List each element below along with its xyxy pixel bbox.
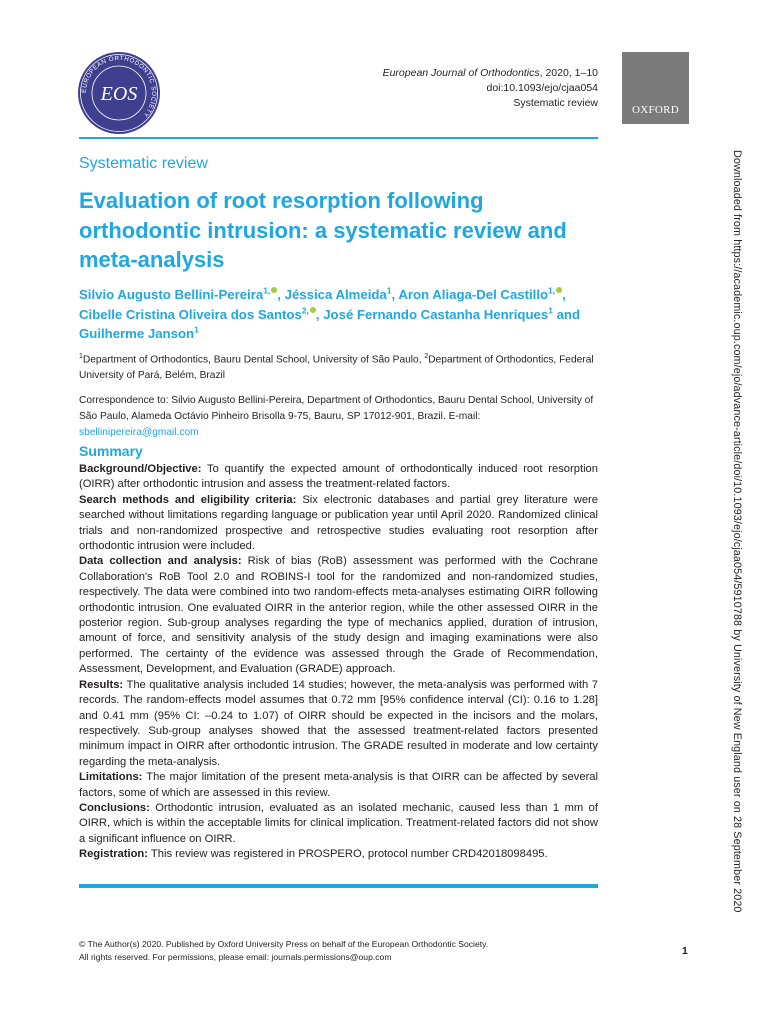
author (323, 307, 553, 322)
author-name: Guilherme Janson (79, 326, 195, 341)
author-list (79, 285, 609, 344)
abstract-section (79, 554, 598, 677)
author-affiliation-mark: 1 (194, 324, 199, 335)
author-separator: , (315, 306, 324, 322)
article-category: Systematic review (513, 97, 598, 109)
abstract-section (79, 801, 598, 847)
publisher-name: OXFORD (631, 104, 680, 116)
author-name: Jéssica Almeida (284, 287, 387, 302)
abstract-section-label: Conclusions: (79, 801, 150, 814)
author-name: Silvio Augusto Bellini-Pereira (79, 287, 264, 302)
correspondence-email-link[interactable]: sbellinipereira@gmail.com (79, 427, 199, 438)
copyright-line: © The Author(s) 2020. Published by Oxford University Press on behalf of the European Orthodontic Society. (79, 939, 489, 949)
correspondence: Correspondence to: Silvio Augusto Bellini-Pereira, Department of Orthodontics, Bauru Dental School, University of São Paulo, Alameda Octávio Pinheiro Brisolla 9-75, Bauru, SP 17012-901, Brazil. E-mail: sbellinipereira@gmail.com (79, 395, 594, 438)
abstract-section-label: Search methods and eligibility criteria: (79, 493, 297, 506)
abstract-divider (79, 884, 598, 888)
abstract-section-label: Background/Objective: (79, 463, 202, 475)
journal-name: European Journal of Orthodontics (382, 67, 540, 79)
author (79, 326, 199, 341)
author-separator: and (552, 306, 581, 322)
abstract-section-text: Six electronic databases and partial grey literature were searched without limitations regarding language or publication year until April 2020. Randomized clinical trials and non-randomized prospective and retrospective studies evaluating root resorption after orthodontic intrusion were included. (79, 493, 598, 553)
author-name: Aron Aliaga-Del Castillo (398, 287, 549, 302)
journal-citation (383, 66, 598, 81)
abstract-section (79, 770, 598, 801)
author-separator: , (391, 287, 399, 302)
abstract-section-label: Limitations: (79, 771, 143, 784)
copyright-footer (79, 938, 488, 964)
author-name: Cibelle Cristina Oliveira dos Santos (79, 306, 302, 322)
abstract-section-text: This review was registered in PROSPERO, protocol number CRD42018098495. (150, 848, 548, 861)
author-name: José Fernando Castanha Henriques (323, 306, 549, 322)
article-type: Systematic review (79, 155, 208, 172)
author (398, 287, 562, 302)
author-affiliation-mark: 1, (548, 285, 556, 296)
logo-text: EOS (100, 83, 138, 105)
abstract-section-label: Data collection and analysis: (79, 555, 242, 568)
abstract-section-text: Risk of bias (RoB) assessment was performed with the Cochrane Collaboration's RoB Tool 2.0 and ROBINS-I tool for the randomized and non-randomized studies, respectively. The data were combined into two random-effects meta-analyses estimating OIRR following orthodontic intrusion. One evaluated OIRR in the anterior region, while the other assessed OIRR in the posterior region. Sub-group analyses regarding the type of mechanics applied, duration of intrusion, amount of force, and sensitivity analysis of the study design and imaging examinations were also performed. The certainty of the evidence was assessed through the Grade of Recommendation, Assessment, Development, and Evaluation (GRADE) approach. (79, 555, 598, 676)
author (285, 287, 392, 302)
author (79, 287, 277, 302)
journal-year-pages: , 2020, 1–10 (539, 67, 598, 79)
abstract-section (79, 493, 598, 555)
author-affiliation-mark: 1, (263, 285, 271, 296)
abstract-section-label: Results: (79, 678, 124, 691)
abstract-section-text: To quantify the expected amount of orthodontically induced root resorption (OIRR) after orthodontic intrusion and assess the treatment-related factors. (79, 463, 598, 491)
permissions-line: All rights reserved. For permissions, please email: journals.permissions@oup.com (79, 952, 392, 962)
journal-info (383, 66, 598, 111)
affiliations: $^1$Department of Orthodontics, Bauru Dental School, University of São Paulo, $^2$Department of Orthodontics, Federal University of Pará, Belém, Brazil (79, 353, 594, 382)
header-divider (79, 137, 598, 139)
author-separator: , (562, 287, 566, 302)
abstract-section (79, 847, 598, 862)
publisher-logo (622, 52, 689, 124)
abstract-body (79, 462, 598, 863)
abstract-section (79, 462, 598, 493)
abstract-section-label: Registration: (79, 848, 148, 861)
article-title: Evaluation of root resorption following orthodontic intrusion: a systematic review and meta-analysis (79, 188, 567, 272)
logo-ring-text: EUROPEAN ORTHODONTIC SOCIETY (80, 54, 158, 119)
abstract-section-text: Orthodontic intrusion, evaluated as an isolated mechanic, caused less than 1 mm of OIRR, which is within the acceptable limits for clinical implication. Treatment-related factors did not show a significant influence on OIRR. (79, 801, 598, 845)
author (79, 307, 316, 322)
page-number: 1 (682, 945, 688, 957)
doi: doi:10.1093/ejo/cjaa054 (486, 82, 598, 94)
society-logo (76, 50, 162, 136)
author-affiliation-mark: 1 (386, 285, 392, 296)
abstract-section-text: The major limitation of the present meta-analysis is that OIRR can be affected by several factors, some of which are assessed in this review. (79, 771, 598, 799)
author-affiliation-mark: 1 (548, 305, 553, 316)
abstract-section-text: The qualitative analysis included 14 studies; however, the meta-analysis was performed with 7 records. The random-effects model assumes that 0.72 mm [95% confidence interval (CI): 0.16 to 1.28] and 0.41 mm (95% CI: –0.24 to 1.07) of OIRR should be expected in the incisors and the molars, respectively. Sub-group analyses showed that the assessed treatment-related factors presented minimum impact in OIRR after orthodontic intrusion. The GRADE resulted in moderate and low certainty regarding the meta-analysis. (79, 678, 599, 768)
author-separator: , (277, 287, 285, 302)
author-affiliation-mark: 2, (301, 305, 309, 316)
download-watermark: Downloaded from https://academic.oup.com/ejo/advance-article/doi/10.1093/ejo/cjaa054/5910788 by University of New England user on 28 September 2020 (731, 150, 743, 913)
summary-heading: Summary (79, 443, 143, 459)
abstract-section (79, 678, 598, 770)
